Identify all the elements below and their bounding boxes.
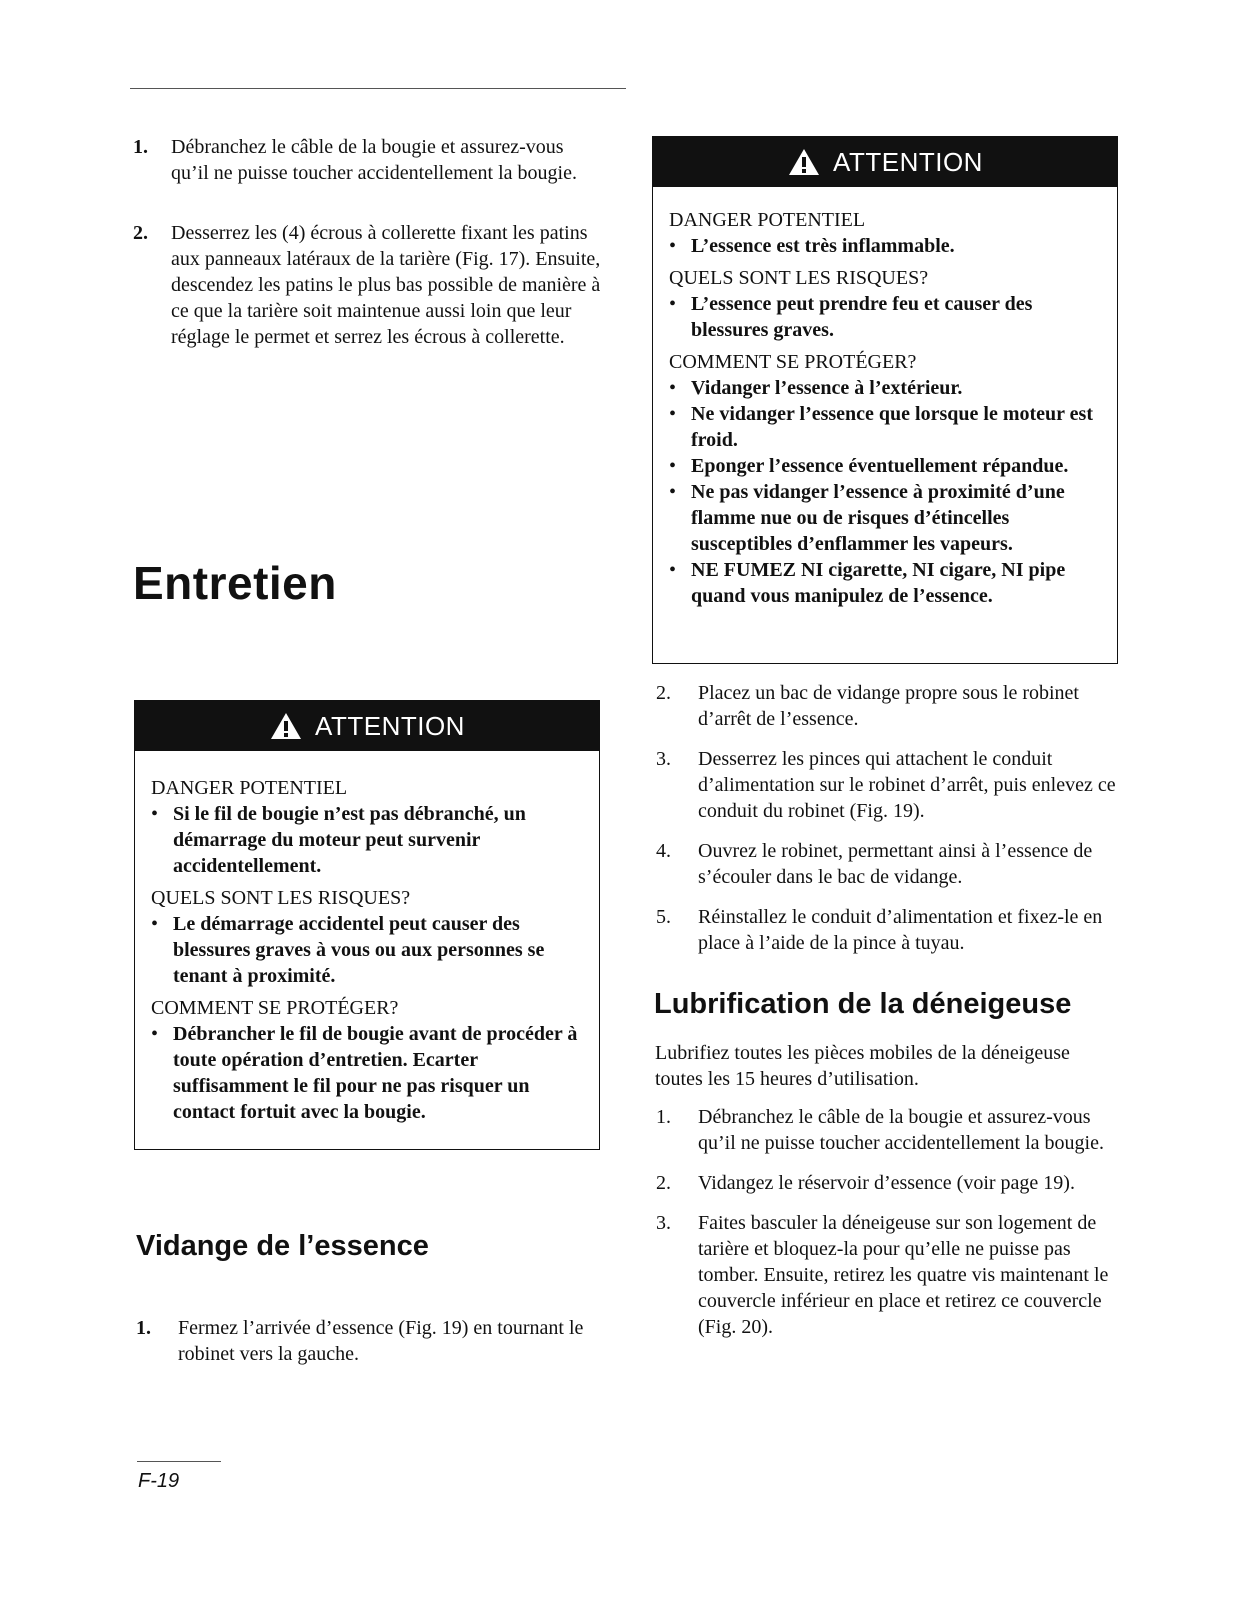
subsection-title-vidange: Vidange de l’essence (136, 1230, 429, 1262)
header-rule (130, 88, 626, 89)
warning-triangle-icon (787, 147, 821, 177)
step-text: Débranchez le câble de la bougie et assurez-vous qu’il ne puisse toucher accidentellement la bougie. (171, 136, 577, 184)
footer-rule (137, 1461, 221, 1462)
warning-bullet-text: Eponger l’essence éventuellement répandue. (691, 455, 1069, 477)
right-steps-b (656, 1104, 1128, 1340)
left-steps-top (133, 134, 603, 350)
warning-bullet: • NE FUMEZ NI cigarette, NI cigare, NI pipe quand vous manipulez de l’essence. (669, 557, 1103, 609)
step-text: Vidangez le réservoir d’essence (voir page 19). (698, 1172, 1075, 1194)
warning-heading: QUELS SONT LES RISQUES? (151, 887, 411, 909)
warning-bullet-text: Ne vidanger l’essence que lorsque le moteur est froid. (691, 403, 1093, 451)
warning-heading: COMMENT SE PROTÉGER? (151, 997, 399, 1019)
warning-bullet: • Débrancher le fil de bougie avant de procéder à toute opération d’entretien. Ecarter suffisamment le fil pour ne pas risquer un contact fortuit avec la bougie. (151, 1021, 585, 1125)
warning-heading: QUELS SONT LES RISQUES? (669, 267, 929, 289)
step-text: Placez un bac de vidange propre sous le robinet d’arrêt de l’essence. (698, 682, 1079, 730)
warning-box-left (134, 700, 600, 1150)
warning-bullet-text: L’essence est très inflammable. (691, 235, 955, 257)
step-number: 3. (656, 748, 671, 770)
warning-bullet: • Si le fil de bougie n’est pas débranché, un démarrage du moteur peut survenir accidentellement. (151, 801, 585, 879)
step-text: Fermez l’arrivée d’essence (Fig. 19) en tournant le robinet vers la gauche. (178, 1317, 584, 1365)
right-steps-a (656, 680, 1126, 956)
step-number: 3. (656, 1212, 671, 1234)
step-item (133, 134, 603, 186)
step-item (133, 220, 603, 350)
warning-header (653, 137, 1117, 187)
step-item (136, 1315, 606, 1367)
warning-title: ATTENTION (833, 146, 983, 177)
warning-bullet-text: Débrancher le fil de bougie avant de procéder à toute opération d’entretien. Ecarter suffisamment le fil pour ne pas risquer un contact fortuit avec la bougie. (173, 1023, 578, 1123)
step-item (656, 680, 1126, 732)
warning-heading: DANGER POTENTIEL (669, 209, 866, 231)
step-item (656, 838, 1126, 890)
step-number: 4. (656, 840, 671, 862)
step-text: Réinstallez le conduit d’alimentation et fixez-le en place à l’aide de la pince à tuyau. (698, 906, 1103, 954)
step-text: Ouvrez le robinet, permettant ainsi à l’essence de s’écouler dans le bac de vidange. (698, 840, 1093, 888)
warning-bullet: • L’essence est très inflammable. (669, 235, 955, 257)
step-number: 5. (656, 906, 671, 928)
warning-bullet: • Ne vidanger l’essence que lorsque le moteur est froid. (669, 401, 1103, 453)
step-item (656, 904, 1126, 956)
step-number: 1. (656, 1106, 671, 1128)
step-number: 2. (133, 222, 148, 244)
step-text: Desserrez les pinces qui attachent le conduit d’alimentation sur le robinet d’arrêt, puis enlevez ce conduit du robinet (Fig. 19). (698, 748, 1116, 822)
warning-bullet: • Ne pas vidanger l’essence à proximité d’une flamme nue ou de risques d’étincelles susceptibles d’enflammer les vapeurs. (669, 479, 1103, 557)
step-number: 2. (656, 1172, 671, 1194)
warning-bullet: • L’essence peut prendre feu et causer des blessures graves. (669, 291, 1103, 343)
step-text: Débranchez le câble de la bougie et assurez-vous qu’il ne puisse toucher accidentellement la bougie. (698, 1106, 1104, 1154)
warning-bullet-text: Si le fil de bougie n’est pas débranché, un démarrage du moteur peut survenir accidentellement. (173, 803, 526, 877)
warning-bullet-text: Le démarrage accidentel peut causer des blessures graves à vous ou aux personnes se tenant à proximité. (173, 913, 545, 987)
step-item (656, 1104, 1128, 1156)
warning-triangle-icon (269, 711, 303, 741)
warning-bullet: • Vidanger l’essence à l’extérieur. (669, 377, 963, 399)
left-steps-bottom (136, 1315, 606, 1367)
warning-bullet-text: Vidanger l’essence à l’extérieur. (691, 377, 963, 399)
step-item (656, 1210, 1128, 1340)
warning-bullet: • Le démarrage accidentel peut causer des blessures graves à vous ou aux personnes se tenant à proximité. (151, 911, 585, 989)
warning-bullet-text: Ne pas vidanger l’essence à proximité d’une flamme nue ou de risques d’étincelles susceptibles d’enflammer les vapeurs. (691, 481, 1065, 555)
step-text: Desserrez les (4) écrous à collerette fixant les patins aux panneaux latéraux de la tarière (Fig. 17). Ensuite, descendez les patins le plus bas possible de manière à ce que la tarière soit maintenue aussi loin que leur réglage le permet et serrez les écrous à collerette. (171, 222, 601, 348)
section-title-lubrification: Lubrification de la déneigeuse (654, 988, 1072, 1020)
step-number: 1. (133, 136, 148, 158)
warning-heading: COMMENT SE PROTÉGER? (669, 351, 917, 373)
warning-heading: DANGER POTENTIEL (151, 777, 348, 799)
warning-header (135, 701, 599, 751)
step-number: 1. (136, 1317, 151, 1339)
warning-box-right (652, 136, 1118, 664)
step-number: 2. (656, 682, 671, 704)
page-number: F-19 (138, 1470, 180, 1492)
warning-bullet-text: NE FUMEZ NI cigarette, NI cigare, NI pipe quand vous manipulez de l’essence. (691, 559, 1066, 607)
warning-title: ATTENTION (315, 710, 465, 741)
step-item (656, 1170, 1128, 1196)
section-title-entretien: Entretien (133, 557, 337, 609)
warning-bullet: • Eponger l’essence éventuellement répandue. (669, 455, 1069, 477)
step-item (656, 746, 1126, 824)
lubrification-intro: Lubrifiez toutes les pièces mobiles de la déneigeuse toutes les 15 heures d’utilisation. (655, 1042, 1070, 1090)
warning-bullet-text: L’essence peut prendre feu et causer des blessures graves. (691, 293, 1033, 341)
step-text: Faites basculer la déneigeuse sur son logement de tarière et bloquez-la pour qu’elle ne puisse pas tomber. Ensuite, retirez les quatre vis maintenant le couvercle inférieur en place et retirez ce couvercle (Fig. 20). (698, 1212, 1109, 1338)
